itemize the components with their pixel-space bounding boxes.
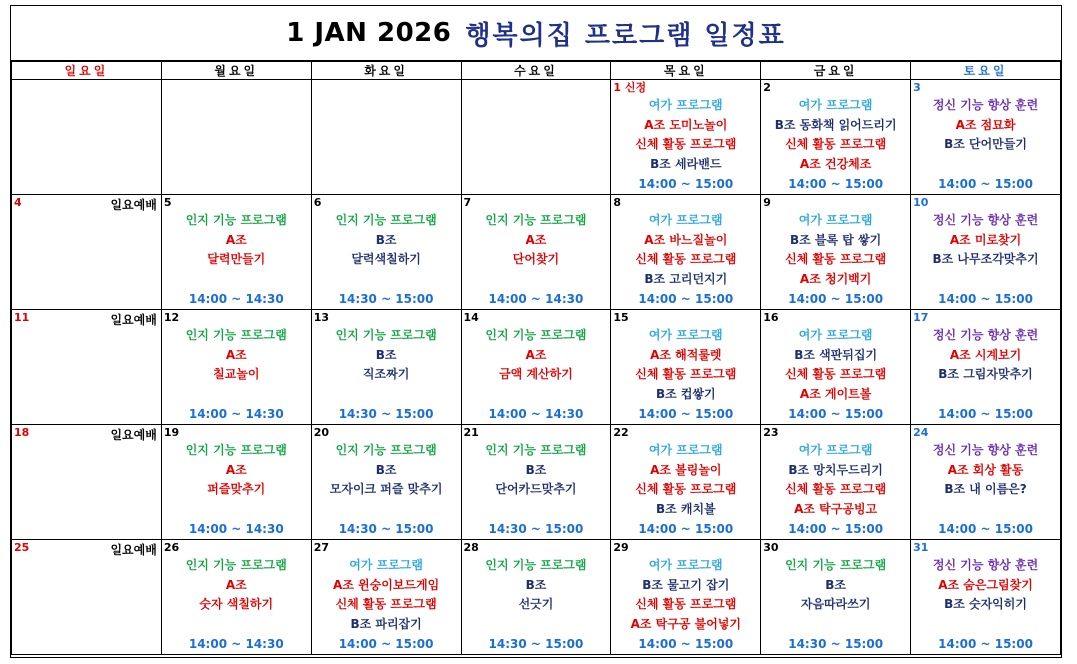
program-line: 여가 프로그램: [648, 558, 723, 572]
day-number: 14: [463, 311, 479, 324]
program-line: A조: [225, 577, 247, 592]
day-cell: [461, 195, 611, 310]
program-line: B조 캐치볼: [655, 501, 716, 516]
day-cell-content: [312, 310, 461, 424]
time-range: 14:00 ~ 15:00: [638, 177, 734, 191]
program-line: B조 단어만들기: [944, 137, 1027, 151]
sunday-service-label: 일요예배: [110, 428, 157, 442]
program-line: 단어찾기: [512, 252, 560, 266]
program-line: 인지 기능 프로그램: [335, 213, 437, 227]
day-cell: [311, 310, 461, 425]
day-cell-content: [911, 425, 1060, 539]
day-number: 31: [913, 541, 929, 554]
time-range: 14:30 ~ 15:00: [488, 522, 584, 536]
day-cell-content: [462, 425, 611, 539]
day-number: [162, 80, 311, 96]
page-title: [11, 6, 1061, 62]
time-range: 14:00 ~ 15:00: [638, 292, 734, 306]
program-line: 인지 기능 프로그램: [785, 558, 887, 572]
day-number: 27: [313, 541, 329, 554]
day-cell: [761, 80, 911, 195]
day-cell-content: [761, 425, 910, 539]
program-line: 신체 활동 프로그램: [635, 597, 737, 611]
program-line: A조 탁구공 불어넣기: [630, 616, 741, 631]
program-line: 신체 활동 프로그램: [335, 597, 437, 611]
program-line: 정신 기능 향상 훈련: [932, 558, 1039, 572]
day-cell-content: [162, 310, 311, 424]
program-line: 여가 프로그램: [648, 328, 723, 342]
day-cell-content: [312, 540, 461, 654]
program-line: 여가 프로그램: [798, 328, 873, 342]
program-line: 달력만들기: [207, 252, 266, 266]
day-number: 29: [613, 541, 629, 554]
weekday-header: 토요일: [911, 62, 1061, 80]
day-cell: [12, 425, 162, 540]
day-cell: [311, 80, 461, 195]
program-line: B조 동화책 읽어드리기: [774, 117, 897, 132]
program-line: A조: [525, 232, 547, 247]
day-cell: [611, 540, 761, 655]
time-range: 14:00 ~ 15:00: [938, 522, 1033, 536]
day-cell-content: [761, 540, 910, 654]
program-line: B조: [375, 462, 397, 477]
program-line: 여가 프로그램: [798, 443, 873, 457]
program-line: 인지 기능 프로그램: [485, 213, 587, 227]
program-line: 인지 기능 프로그램: [335, 328, 437, 342]
program-line: A조: [225, 347, 247, 362]
program-line: 여가 프로그램: [798, 98, 873, 112]
day-number: 1 신정: [613, 81, 647, 94]
program-line: A조 해적룰렛: [650, 347, 722, 362]
day-cell: [12, 310, 162, 425]
day-cell: [461, 425, 611, 540]
program-line: B조 물고기 잡기: [642, 577, 730, 592]
time-range: 14:00 ~ 14:30: [188, 637, 284, 651]
day-cell: [611, 425, 761, 540]
time-range: 14:00 ~ 15:00: [338, 637, 434, 651]
day-cell: [161, 195, 311, 310]
program-line: 신체 활동 프로그램: [785, 367, 887, 381]
day-number: [462, 80, 611, 96]
program-line: 인지 기능 프로그램: [485, 328, 587, 342]
time-range: 14:00 ~ 14:30: [488, 407, 584, 421]
program-line: 인지 기능 프로그램: [485, 558, 587, 572]
time-range: 14:30 ~ 15:00: [338, 522, 434, 536]
day-cell: [611, 310, 761, 425]
program-line: A조 탁구공빙고: [794, 501, 878, 516]
day-number: 20: [313, 426, 329, 439]
time-range: 14:00 ~ 15:00: [788, 292, 884, 306]
program-line: 퍼즐맞추기: [207, 482, 266, 496]
day-cell-content: [162, 540, 311, 654]
day-number: 16: [763, 311, 779, 324]
program-line: 자음따라쓰기: [800, 597, 871, 611]
program-line: 달력색칠하기: [351, 252, 421, 266]
program-line: A조 청기백기: [799, 271, 872, 286]
program-line: B조 그림자맞추기: [938, 367, 1033, 381]
day-number: 4: [14, 196, 22, 209]
program-line: A조: [225, 462, 247, 477]
day-cell-content: [911, 195, 1060, 309]
day-cell-content: [761, 80, 910, 194]
day-cell-content: [761, 310, 910, 424]
day-cell: [311, 195, 461, 310]
week-row: [12, 425, 1061, 540]
program-line: 인지 기능 프로그램: [485, 443, 587, 457]
program-line: A조 게이트볼: [799, 386, 872, 401]
time-range: 14:00 ~ 15:00: [938, 177, 1033, 191]
day-number: 21: [463, 426, 479, 439]
day-cell-content: [761, 195, 910, 309]
week-row: [12, 540, 1061, 655]
program-line: 정신 기능 향상 훈련: [932, 98, 1039, 112]
day-cell: [161, 80, 311, 195]
time-range: 14:00 ~ 15:00: [788, 522, 884, 536]
day-number: 30: [763, 541, 779, 554]
program-line: B조: [375, 232, 397, 247]
program-line: A조 미로찾기: [949, 232, 1022, 247]
day-cell: [761, 195, 911, 310]
weekday-header: 금요일: [761, 62, 911, 80]
day-number: 5: [163, 196, 172, 209]
day-cell: [461, 80, 611, 195]
time-range: 14:30 ~ 15:00: [338, 292, 434, 306]
program-line: 선긋기: [518, 597, 554, 611]
day-number: 7: [463, 196, 472, 209]
day-number: [12, 80, 161, 96]
time-range: 14:30 ~ 15:00: [338, 407, 434, 421]
day-cell-content: [162, 195, 311, 309]
day-cell-content: [462, 310, 611, 424]
program-line: 정신 기능 향상 훈련: [932, 328, 1039, 342]
day-cell-content: [911, 540, 1060, 654]
day-number: 13: [313, 311, 329, 324]
time-range: 14:00 ~ 15:00: [788, 177, 884, 191]
title-date: 1 JAN 2026: [286, 18, 452, 48]
weekday-header: 수요일: [461, 62, 611, 80]
time-range: 14:00 ~ 14:30: [188, 522, 284, 536]
day-cell: [611, 195, 761, 310]
program-line: B조 세라밴드: [650, 156, 722, 171]
day-cell: [161, 310, 311, 425]
day-cell: [911, 310, 1061, 425]
day-cell: [461, 310, 611, 425]
time-range: 14:00 ~ 15:00: [938, 407, 1033, 421]
day-cell: [311, 540, 461, 655]
program-line: 인지 기능 프로그램: [185, 558, 287, 572]
program-line: 정신 기능 향상 훈련: [932, 443, 1039, 457]
program-line: 여가 프로그램: [349, 558, 423, 572]
schedule-sheet: [10, 5, 1062, 658]
day-cell-content: [312, 80, 461, 194]
time-range: 14:00 ~ 15:00: [938, 292, 1033, 306]
program-line: B조 내 이름은?: [944, 482, 1027, 496]
weekday-header: 월요일: [161, 62, 311, 80]
title-main: 행복의집 프로그램 일정표: [465, 20, 786, 51]
program-line: 신체 활동 프로그램: [635, 137, 737, 151]
time-range: 14:00 ~ 14:30: [188, 292, 284, 306]
day-number: 25: [14, 541, 30, 554]
day-cell-content: [611, 310, 760, 424]
program-line: A조 윈숭이보드게임: [333, 577, 440, 592]
day-cell-content: [162, 425, 311, 539]
program-line: 숫자 색칠하기: [199, 597, 274, 611]
program-line: A조 바느질놀이: [644, 232, 728, 247]
day-number: 19: [163, 426, 180, 439]
time-range: 14:00 ~ 14:30: [188, 407, 284, 421]
program-line: A조 건강체조: [799, 156, 872, 171]
sunday-service-label: 일요예배: [110, 543, 157, 557]
day-number: 24: [913, 426, 929, 439]
day-cell: [12, 540, 162, 655]
time-range: 14:00 ~ 14:30: [488, 292, 584, 306]
day-number: 18: [14, 426, 30, 439]
day-number: 2: [763, 81, 771, 94]
time-range: 14:30 ~ 15:00: [788, 637, 884, 651]
program-line: 인지 기능 프로그램: [335, 443, 437, 457]
day-cell: [12, 195, 162, 310]
program-line: A조: [225, 232, 247, 247]
time-range: 14:00 ~ 15:00: [638, 637, 734, 651]
time-range: 14:00 ~ 15:00: [638, 522, 734, 536]
program-line: 정신 기능 향상 훈련: [932, 213, 1039, 227]
program-line: A조 회상 활동: [947, 462, 1024, 477]
day-number: 8: [613, 196, 622, 209]
day-cell: [161, 425, 311, 540]
day-cell-content: [911, 80, 1060, 194]
weekday-header-row: [12, 62, 1061, 80]
calendar-table: [11, 62, 1061, 655]
day-number: 23: [763, 426, 779, 439]
program-line: 신체 활동 프로그램: [785, 482, 887, 496]
program-line: 인지 기능 프로그램: [185, 443, 287, 457]
program-line: 칠교놀이: [213, 367, 260, 381]
day-cell-content: [312, 425, 461, 539]
sunday-service-label: 일요예배: [110, 313, 157, 327]
day-cell-content: [462, 80, 611, 194]
day-cell-content: [911, 310, 1060, 424]
time-range: 14:30 ~ 15:00: [488, 637, 584, 651]
program-line: A조 점묘화: [955, 117, 1016, 132]
program-line: 단어카드맞추기: [495, 482, 577, 496]
sunday-service-label: 일요예배: [110, 198, 157, 212]
program-line: 신체 활동 프로그램: [785, 137, 887, 151]
day-cell: [161, 540, 311, 655]
time-range: 14:00 ~ 15:00: [938, 637, 1033, 651]
day-cell-content: [12, 195, 161, 309]
day-number: 6: [313, 196, 322, 209]
day-number: 12: [163, 311, 180, 324]
time-range: 14:00 ~ 15:00: [638, 407, 734, 421]
day-number: 26: [163, 541, 180, 554]
program-line: B조 숫자익히기: [944, 597, 1027, 611]
day-number: 10: [913, 196, 929, 209]
day-cell-content: [162, 80, 311, 194]
program-line: B조 블록 탑 쌓기: [790, 232, 882, 247]
day-cell-content: [611, 195, 760, 309]
program-line: 여가 프로그램: [648, 443, 723, 457]
day-cell-content: [12, 80, 161, 194]
day-cell: [761, 540, 911, 655]
program-line: 신체 활동 프로그램: [635, 482, 737, 496]
program-line: B조: [525, 462, 547, 477]
program-line: B조 망치두드리기: [788, 462, 883, 477]
time-range: 14:00 ~ 15:00: [788, 407, 884, 421]
day-cell: [12, 80, 162, 195]
program-line: 여가 프로그램: [648, 98, 723, 112]
day-number: 3: [913, 81, 921, 94]
calendar-body: [12, 80, 1061, 655]
weekday-header: 일요일: [12, 62, 162, 80]
weekday-header: 화요일: [311, 62, 461, 80]
day-cell: [911, 80, 1061, 195]
program-line: B조 색판뒤집기: [794, 347, 878, 362]
program-line: 인지 기능 프로그램: [185, 213, 287, 227]
day-cell: [911, 425, 1061, 540]
program-line: A조 볼링놀이: [650, 462, 722, 477]
program-line: A조 숨은그림찾기: [938, 577, 1033, 592]
day-cell: [761, 310, 911, 425]
day-cell-content: [611, 425, 760, 539]
day-cell: [761, 425, 911, 540]
day-cell-content: [12, 425, 161, 539]
day-cell-content: [462, 540, 611, 654]
program-line: B조 나무조각맞추기: [932, 252, 1039, 266]
day-cell-content: [611, 80, 760, 194]
day-cell-content: [312, 195, 461, 309]
program-line: A조: [525, 347, 547, 362]
day-cell-content: [611, 540, 760, 654]
day-cell: [911, 540, 1061, 655]
program-line: 인지 기능 프로그램: [185, 328, 287, 342]
week-row: [12, 195, 1061, 310]
day-cell-content: [462, 195, 611, 309]
program-line: 직조짜기: [362, 367, 410, 381]
program-line: B조 파리잡기: [350, 616, 422, 631]
program-line: 금액 계산하기: [499, 367, 573, 381]
program-line: 여가 프로그램: [648, 213, 723, 227]
day-cell-content: [12, 540, 161, 654]
program-line: A조 시계보기: [949, 347, 1022, 362]
program-line: B조 고리던지기: [644, 271, 728, 286]
day-number: 15: [613, 311, 629, 324]
day-cell: [611, 80, 761, 195]
program-line: 신체 활동 프로그램: [785, 252, 887, 266]
week-row: [12, 310, 1061, 425]
program-line: B조: [825, 577, 847, 592]
program-line: B조: [375, 347, 397, 362]
day-number: [312, 80, 461, 96]
weekday-header: 목요일: [611, 62, 761, 80]
program-line: 모자이크 퍼즐 맞추기: [329, 482, 443, 496]
program-line: 여가 프로그램: [798, 213, 873, 227]
program-line: B조: [525, 577, 547, 592]
day-cell: [311, 425, 461, 540]
day-number: 17: [913, 311, 929, 324]
day-cell-content: [12, 310, 161, 424]
day-cell: [461, 540, 611, 655]
program-line: 신체 활동 프로그램: [635, 252, 737, 266]
day-number: 22: [613, 426, 629, 439]
day-number: 28: [463, 541, 479, 554]
day-number: 9: [763, 196, 771, 209]
week-row: [12, 80, 1061, 195]
day-number: 11: [14, 311, 30, 324]
program-line: 신체 활동 프로그램: [635, 367, 737, 381]
day-cell: [911, 195, 1061, 310]
program-line: B조 컵쌓기: [655, 386, 716, 401]
program-line: A조 도미노놀이: [644, 117, 728, 132]
